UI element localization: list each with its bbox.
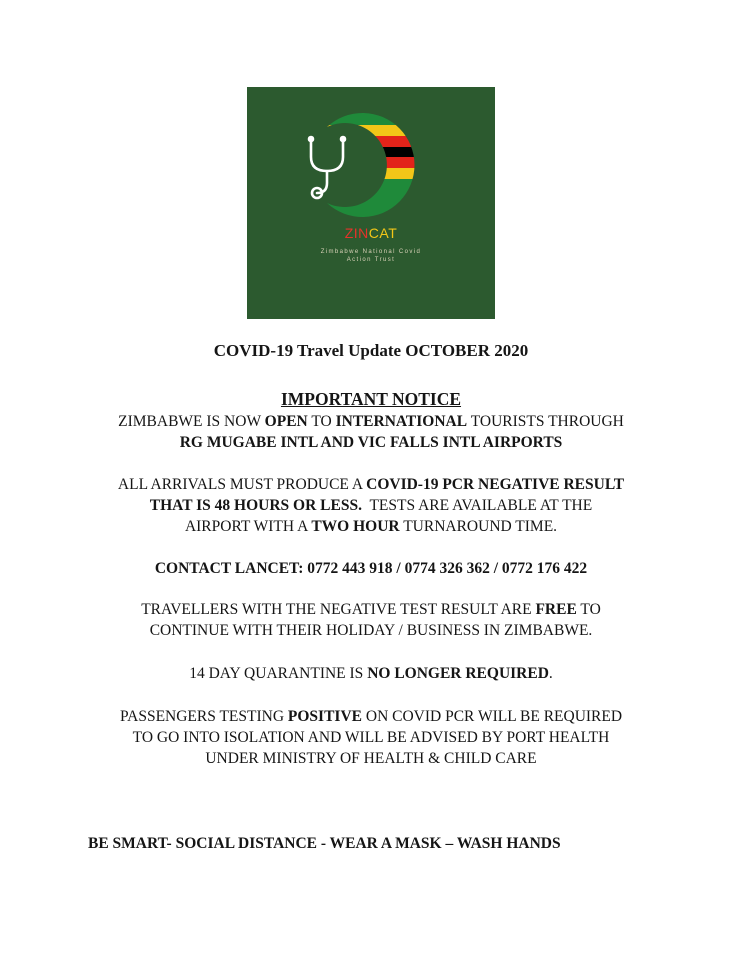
contact-line: CONTACT LANCET: 0772 443 918 / 0774 326 362 / 0772 176 422 (154, 560, 588, 577)
text-run-bold: FREE (535, 601, 577, 618)
arrivals-line-3 (0, 518, 742, 536)
text-run: . (548, 665, 553, 682)
notice-line-2: RG MUGABE INTL AND VIC FALLS INTL AIRPORTS (179, 434, 563, 451)
text-run: 14 DAY QUARANTINE IS (189, 665, 368, 682)
travellers-line-1 (0, 601, 742, 619)
quarantine-line (0, 665, 742, 683)
text-run: ZIMBABWE IS NOW (118, 413, 265, 430)
logo-wordmark (247, 225, 495, 241)
text-run: AIRPORT WITH A (184, 518, 312, 535)
positive-line-2: TO GO INTO ISOLATION AND WILL BE ADVISED BY PORT HEALTH (132, 729, 610, 746)
text-run: PASSENGERS TESTING (119, 708, 288, 725)
text-run-bold: INTERNATIONAL (335, 413, 468, 430)
text-run: TESTS ARE AVAILABLE AT THE (361, 497, 593, 514)
zincat-logo (247, 87, 495, 319)
notice-heading: IMPORTANT NOTICE (280, 389, 462, 409)
text-run-bold: OPEN (264, 413, 308, 430)
text-run: TURNAROUND TIME. (399, 518, 558, 535)
logo-wordmark-part1: ZIN (344, 225, 369, 241)
footer-slogan: BE SMART- SOCIAL DISTANCE - WEAR A MASK – WASH HANDS (88, 835, 561, 852)
logo-subtitle-line1: Zimbabwe National Covid (320, 249, 422, 255)
logo-wordmark-part2: CAT (368, 225, 398, 241)
positive-line-3: UNDER MINISTRY OF HEALTH & CHILD CARE (205, 750, 537, 767)
flag-crescent-graphic (247, 87, 495, 319)
travellers-line-2: CONTINUE WITH THEIR HOLIDAY / BUSINESS IN ZIMBABWE. (149, 622, 593, 639)
page-title: COVID-19 Travel Update OCTOBER 2020 (213, 341, 529, 360)
text-run-bold: TWO HOUR (311, 518, 400, 535)
stethoscope-icon (309, 137, 345, 198)
logo-subtitle (291, 248, 451, 264)
text-run: TOURISTS THROUGH (467, 413, 624, 430)
text-run-bold: NO LONGER REQUIRED (367, 665, 549, 682)
text-run: TO (307, 413, 336, 430)
text-run: TO (576, 601, 601, 618)
positive-line-1 (0, 708, 742, 726)
arrivals-line-1 (0, 476, 742, 494)
arrivals-line-2 (0, 497, 742, 515)
text-run: ON COVID PCR WILL BE REQUIRED (362, 708, 623, 725)
notice-line-1 (0, 413, 742, 431)
logo-subtitle-line2: Action Trust (346, 257, 396, 263)
text-run-bold: COVID-19 PCR NEGATIVE RESULT (366, 476, 625, 493)
text-run-bold: POSITIVE (287, 708, 362, 725)
text-run-bold: THAT IS 48 HOURS OR LESS. (149, 497, 362, 514)
text-run: TRAVELLERS WITH THE NEGATIVE TEST RESULT ARE (141, 601, 536, 618)
text-run: ALL ARRIVALS MUST PRODUCE A (117, 476, 367, 493)
